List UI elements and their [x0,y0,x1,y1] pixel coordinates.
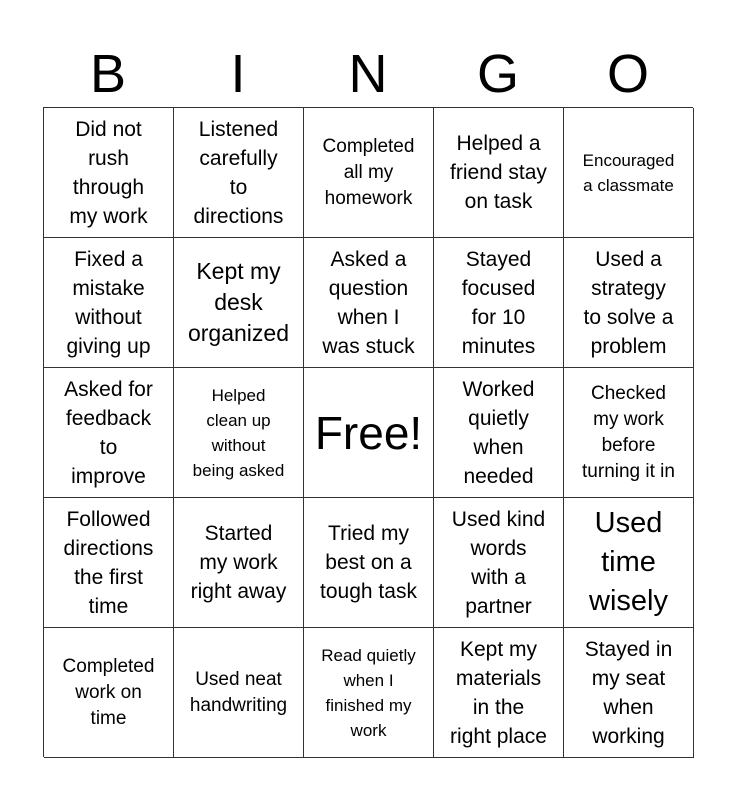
bingo-cell-text: Checked my work before turning it in [582,382,675,482]
bingo-cell-text: Encouraged a classmate [582,150,675,195]
bingo-cell-r1-c3[interactable] [304,108,434,238]
bingo-cell-text: Used neat handwriting [189,668,288,716]
bingo-cell-r5-c5[interactable] [564,628,694,758]
bingo-cell-r4-c1[interactable] [44,498,174,628]
bingo-cell-r4-c3[interactable] [304,498,434,628]
bingo-cell-text: Used time wisely [589,507,668,617]
header-letter-i: I [230,44,246,104]
bingo-cell-text: Read quietly when I finished my work [321,645,416,740]
bingo-cell-text: Kept my materials in the right place [450,637,547,748]
bingo-cell-text: Stayed in my seat when working [584,637,673,748]
free-space-label: Free! [314,406,423,459]
bingo-cell-text: Fixed a mistake without giving up [66,247,151,358]
bingo-cell-text: Did not rush through my work [69,117,148,228]
header-letter-n: N [348,44,388,104]
bingo-cell-r2-c4[interactable] [434,238,564,368]
bingo-cell-text: Completed all my homework [322,135,415,209]
bingo-cell-r4-c5[interactable] [564,498,694,628]
bingo-cell-text: Helped a friend stay on task [450,132,547,213]
bingo-cell-r5-c1[interactable] [44,628,174,758]
bingo-cell-text: Started my work right away [190,522,287,603]
bingo-board [43,107,693,757]
bingo-cell-text: Helped clean up without being asked [192,385,285,480]
bingo-cell-text: Used kind words with a partner [451,507,546,618]
bingo-cell-r3-c1[interactable] [44,368,174,498]
bingo-cell-r5-c3[interactable] [304,628,434,758]
bingo-cell-r4-c2[interactable] [174,498,304,628]
bingo-cell-r2-c3[interactable] [304,238,434,368]
bingo-cell-text: Tried my best on a tough task [320,522,417,603]
bingo-cell-text: Used a strategy to solve a problem [583,247,674,358]
bingo-cell-text: Completed work on time [62,655,155,729]
bingo-cell-text: Kept my desk organized [187,258,290,346]
bingo-cell-r3-c5[interactable] [564,368,694,498]
bingo-cell-text: Asked a question when I was stuck [322,247,415,358]
header-letter-b: B [89,44,127,104]
bingo-cell-r5-c4[interactable] [434,628,564,758]
bingo-cell-text: Stayed focused for 10 minutes [461,247,536,358]
bingo-cell-text: Followed directions the first time [63,507,154,618]
header-letter-o: O [606,44,649,104]
bingo-cell-r2-c2[interactable] [174,238,304,368]
free-space[interactable] [304,368,434,498]
bingo-cell-r1-c5[interactable] [564,108,694,238]
header-letter-g: G [476,44,519,104]
bingo-cell-text: Listened carefully to directions [193,117,284,228]
bingo-cell-r1-c1[interactable] [44,108,174,238]
bingo-cell-r1-c4[interactable] [434,108,564,238]
bingo-cell-r5-c2[interactable] [174,628,304,758]
bingo-cell-r1-c2[interactable] [174,108,304,238]
bingo-cell-r2-c1[interactable] [44,238,174,368]
bingo-cell-r3-c2[interactable] [174,368,304,498]
bingo-cell-text: Worked quietly when needed [462,377,535,488]
bingo-cell-text: Asked for feedback to improve [64,377,153,488]
bingo-cell-r3-c4[interactable] [434,368,564,498]
bingo-cell-r4-c4[interactable] [434,498,564,628]
bingo-cell-r2-c5[interactable] [564,238,694,368]
bingo-header [43,40,693,108]
